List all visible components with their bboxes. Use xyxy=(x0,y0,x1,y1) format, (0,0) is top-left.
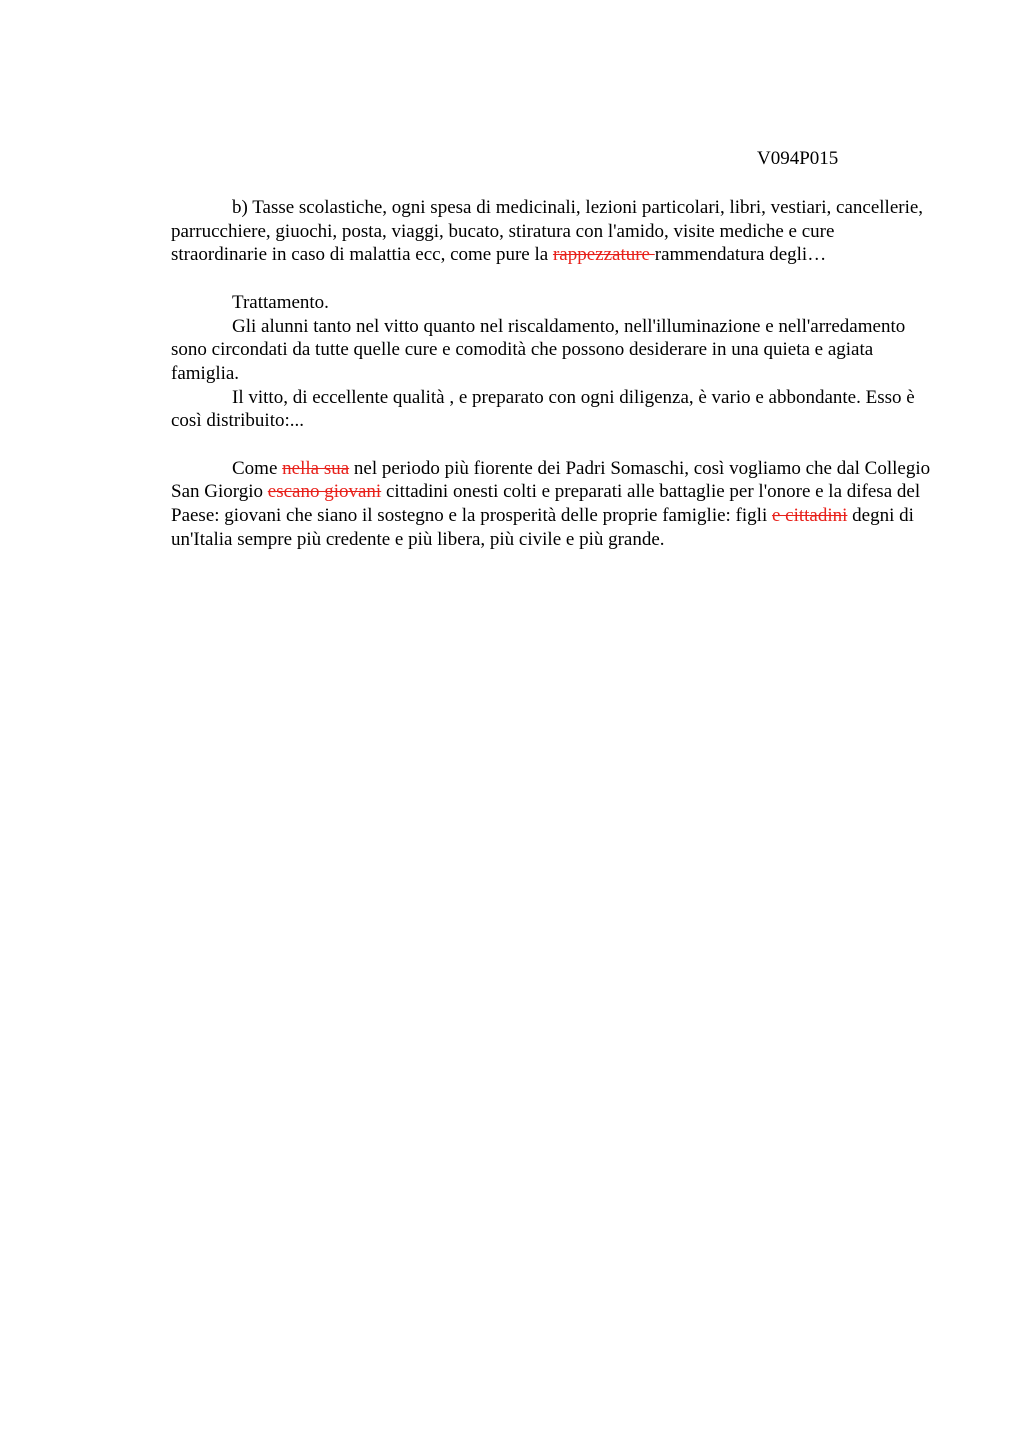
paragraph-alunni: Gli alunni tanto nel vitto quanto nel riscaldamento, nell'illuminazione e nell'arredamento sono circondati da tutte quelle cure e comodità che possono desiderare in una quieta e agiata famiglia. xyxy=(171,315,906,384)
page-code: V094P015 xyxy=(757,148,839,169)
closing-text: degni di un'Italia sempre più credente e più libera, più civile e più grande. xyxy=(171,505,914,550)
deleted-text: nella sua xyxy=(282,457,350,479)
paragraph-section-b xyxy=(171,196,931,267)
paragraph-closing xyxy=(171,457,931,552)
paragraph-gap xyxy=(171,433,931,457)
document-body xyxy=(171,196,931,552)
deleted-text: escano giovani xyxy=(267,481,382,503)
deleted-text: rappezzature xyxy=(552,244,655,266)
section-b-text: b) Tasse scolastiche, ogni spesa di medicinali, lezioni particolari, libri, vestiari, cancellerie, parrucchiere, giuochi, posta, viaggi, bucato, stiratura con l'amido, visite mediche e cure straordinarie in caso di malattia ecc, come pure la xyxy=(171,197,924,266)
section-b-text-end: rammendatura degli… xyxy=(654,244,827,266)
paragraph-vitto: Il vitto, di eccellente qualità , e preparato con ogni diligenza, è vario e abbondante. Esso è così distribuito:... xyxy=(171,386,915,432)
closing-text: cittadini onesti colti e preparati alle battaglie per l'onore e la difesa del Paese: giovani che siano il sostegno e la prosperità delle proprie famiglie: figli xyxy=(171,481,921,527)
deleted-text: e cittadini xyxy=(771,505,848,527)
closing-text: nel periodo più fiorente dei Padri Somaschi, così vogliamo che dal Collegio San Giorgio xyxy=(171,457,931,503)
heading-trattamento: Trattamento. xyxy=(232,291,329,313)
closing-text: Come xyxy=(232,457,283,479)
paragraph-gap xyxy=(171,267,931,291)
